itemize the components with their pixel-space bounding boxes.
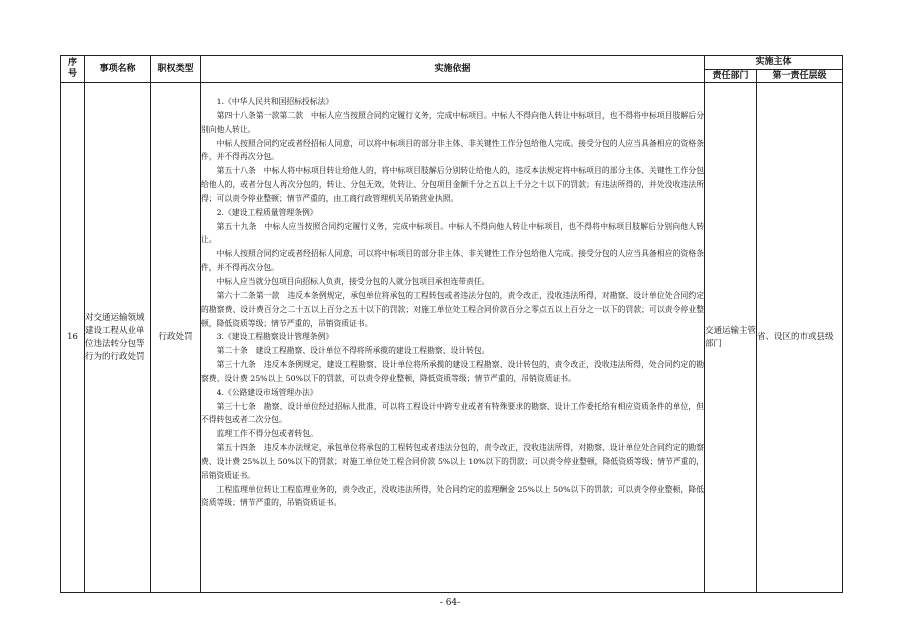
page-number: - 64- — [439, 598, 461, 608]
basis-paragraph: 第五十四条 违反本办法规定，承包单位将承包的工程转包或者违法分包的，责令改正，没收违法所得，对勘察、设计单位处合同约定的勘察费、设计费 25%以上 50%以下的罚款；对施工单位处工程合同价款 5%以上 10%以下的罚款；可以责令停业整顿，降低资质等级；情节严重的，吊销资质证书。 — [201, 443, 704, 480]
header-authority-type: 职权类型 — [151, 56, 201, 83]
enforcement-table — [60, 55, 843, 593]
basis-paragraph: 中标人应当就分包项目向招标人负责，接受分包的人就分包项目承担连带责任。 — [216, 276, 490, 286]
basis-paragraph: 中标人按照合同约定或者经招标人同意，可以将中标项目的部分非主体、非关键性工作分包给他人完成。接受分包的人应当具备相应的资格条件，并不得再次分包。 — [201, 249, 704, 273]
basis-paragraph: 第二十条 建设工程勘察、设计单位不得将所承揽的建设工程勘察、设计转包。 — [216, 346, 490, 356]
header-implementing-subject: 实施主体 — [705, 56, 843, 70]
basis-paragraph: 工程监理单位转让工程监理业务的，责令改正，没收违法所得，处合同约定的监理酬金 25%以上 50%以下的罚款；可以责令停业整顿，降低资质等级；情节严重的，吊销资质证书。 — [201, 484, 704, 508]
header-item-name: 事项名称 — [85, 56, 151, 83]
basis-paragraph: 第五十八条 中标人将中标项目转让给他人的，将中标项目肢解后分别转让给他人的，违反本法规定将中标项目的部分主体、关键性工作分包给他人的，或者分包人再次分包的，转让、分包无效，处转让、分包项目金额千分之五以上千分之十以下的罚款；有违法所得的，并处没收违法所得；可以责令停业整顿；情节严重的，由工商行政管理机关吊销营业执照。 — [201, 166, 704, 203]
basis-paragraph: 4.《公路建设市场管理办法》 — [216, 387, 318, 397]
header-seq: 序号 — [61, 56, 85, 83]
header-legal-basis: 实施依据 — [201, 56, 705, 83]
basis-paragraph: 2.《建设工程质量管理条例》 — [216, 207, 318, 217]
basis-paragraph: 1.《中华人民共和国招标投标法》 — [216, 97, 334, 106]
row-first-level: 省、设区的市或县级 — [757, 83, 843, 593]
basis-paragraph: 第六十二条第一款 违反本条例规定，承包单位将承包的工程转包或者违法分包的，责令改正，没收违法所得，对勘察、设计单位处合同约定的勘察费、设计费百分之二十五以上百分之五十以下的罚款；对施工单位处工程合同价款百分之零点五以上百分之一以下的罚款；可以责令停业整顿，降低资质等级；情节严重的，吊销资质证书。 — [201, 290, 704, 328]
basis-paragraph: 监理工作不得分包或者转包。 — [216, 429, 318, 439]
basis-paragraph: 中标人按照合同约定或者经招标人同意，可以将中标项目的部分非主体、非关键性工作分包给他人完成。接受分包的人应当具备相应的资格条件，并不得再次分包。 — [201, 138, 704, 162]
header-responsible-dept: 责任部门 — [705, 70, 757, 83]
basis-paragraph: 3.《建设工程勘察设计管理条例》 — [216, 332, 334, 342]
row-authority-type: 行政处罚 — [151, 83, 201, 593]
row-responsible-dept: 交通运输主管部门 — [705, 83, 757, 593]
row-legal-basis — [201, 83, 705, 593]
header-first-level: 第一责任层级 — [757, 70, 843, 83]
row-seq: 16 — [61, 83, 85, 593]
basis-paragraph: 第四十八条第一款第二款 中标人应当按照合同约定履行义务，完成中标项目。中标人不得向他人转让中标项目，也不得将中标项目肢解后分别向他人转让。 — [201, 110, 704, 134]
basis-paragraph: 第五十九条 中标人应当按照合同约定履行义务，完成中标项目。中标人不得向他人转让中标项目，也不得将中标项目肢解后分别向他人转让。 — [201, 221, 704, 245]
row-item-name: 对交通运输领域建设工程从业单位违法转分包等行为的行政处罚 — [85, 83, 151, 593]
basis-paragraph: 第三十七条 勘察、设计单位经过招标人批准，可以将工程设计中跨专业或者有特殊要求的勘察、设计工作委托给有相应资质条件的单位，但不得转包或者二次分包。 — [201, 401, 704, 425]
basis-paragraph: 第三十九条 违反本条例规定，建设工程勘察、设计单位将所承揽的建设工程勘察、设计转包的，责令改正，没收违法所得，处合同约定的勘察费、设计费 25%以上 50%以下的罚款，可以责令停业整顿，降低资质等级；情节严重的，吊销资质证书。 — [201, 360, 704, 383]
